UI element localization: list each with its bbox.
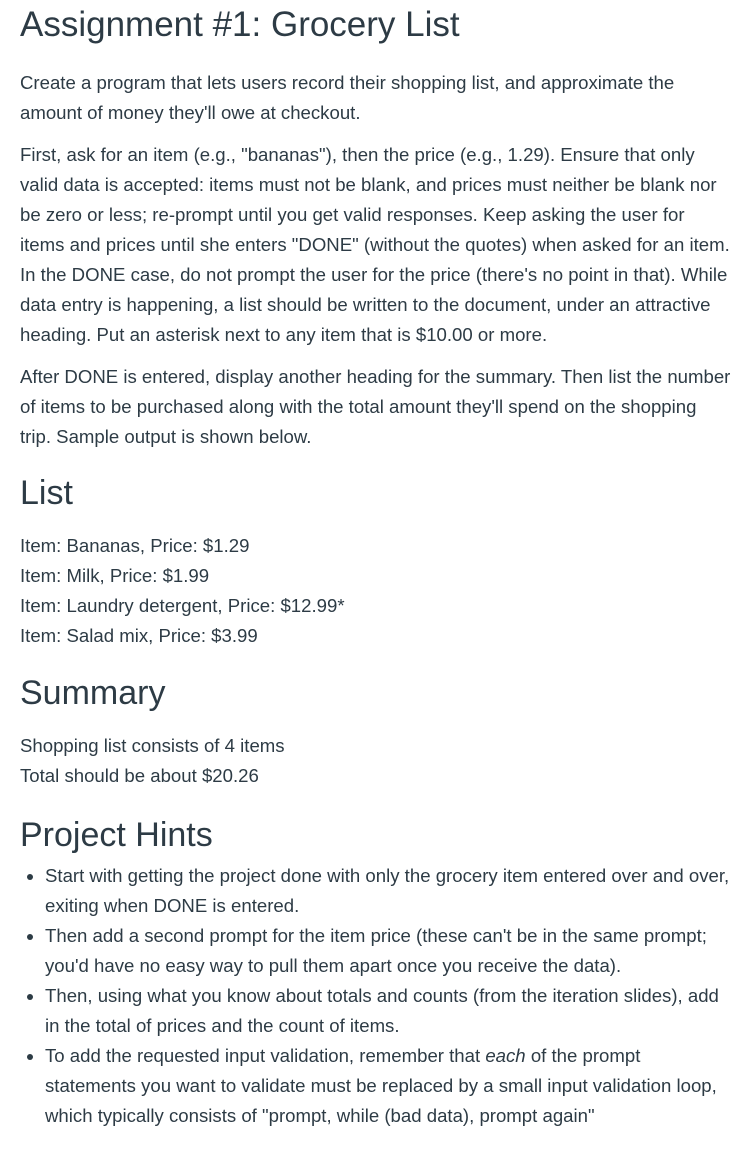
summary-heading: Summary <box>20 674 166 712</box>
hints-list <box>20 861 732 1131</box>
project-hints-heading: Project Hints <box>20 816 213 854</box>
summary-item-count: Shopping list consists of 4 items <box>20 735 285 756</box>
summary-total: Total should be about $20.26 <box>20 765 259 786</box>
hint-emphasis: each <box>485 1045 526 1066</box>
assignment-page <box>20 0 732 1131</box>
page-title: Assignment #1: Grocery List <box>20 5 460 44</box>
sample-summary <box>20 731 732 791</box>
hint-text: Then, using what you know about totals and counts (from the iteration slides), add in the total of prices and the count of items. <box>45 985 719 1036</box>
list-item: Item: Milk, Price: $1.99 <box>20 565 210 586</box>
list-item <box>45 1041 732 1131</box>
hint-text-after: of the prompt statements you want to validate must be replaced by a small input validation loop, which typically consists of "prompt, while (bad data), prompt again" <box>45 1045 717 1126</box>
list-item <box>45 981 732 1041</box>
intro-paragraph: Create a program that lets users record their shopping list, and approximate the amount of money they'll owe at checkout. <box>20 72 675 123</box>
list-item <box>45 921 732 981</box>
hint-text: Then add a second prompt for the item price (these can't be in the same prompt; you'd have no easy way to pull them apart once you receive the data). <box>45 925 707 976</box>
list-item <box>45 861 732 921</box>
sample-list <box>20 531 732 651</box>
list-item: Item: Bananas, Price: $1.29 <box>20 535 250 556</box>
list-item: Item: Laundry detergent, Price: $12.99* <box>20 595 345 616</box>
list-item: Item: Salad mix, Price: $3.99 <box>20 625 258 646</box>
list-heading: List <box>20 474 73 512</box>
hint-text-before: To add the requested input validation, remember that <box>45 1045 486 1066</box>
after-done-paragraph: After DONE is entered, display another heading for the summary. Then list the number of items to be purchased along with the total amount they'll spend on the shopping trip. Sample output is shown below. <box>20 366 731 447</box>
hint-text: Start with getting the project done with only the grocery item entered over and over, exiting when DONE is entered. <box>45 865 730 916</box>
instructions-paragraph: First, ask for an item (e.g., "bananas"), then the price (e.g., 1.29). Ensure that only valid data is accepted: items must not be blank, and prices must neither be blank nor be zero or less; re-prompt until you get valid responses. Keep asking the user for items and prices until she enters "DONE" (without the quotes) when asked for an item. In the DONE case, do not prompt the user for the price (there's no point in that). While data entry is happening, a list should be written to the document, under an attractive heading. Put an asterisk next to any item that is $10.00 or more. <box>20 144 730 345</box>
